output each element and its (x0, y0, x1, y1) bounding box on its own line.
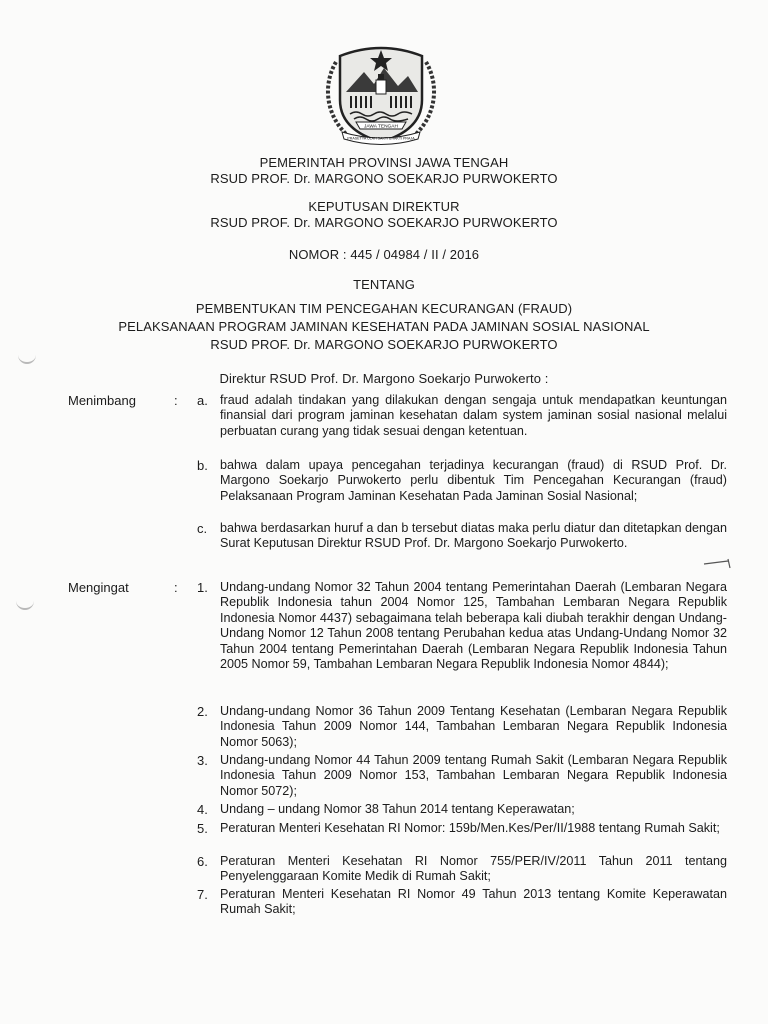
mengingat-colon: : (174, 580, 178, 595)
item-text: fraud adalah tindakan yang dilakukan dengan sengaja untuk mendapatkan keuntungan finansial dari program jaminan kesehatan dalam system jaminan sosial nasional melalui perbuatan curang yang tidak sesuai dengan ketentuan. (220, 393, 727, 438)
item-marker: 6. (197, 854, 208, 869)
item-text: Peraturan Menteri Kesehatan RI Nomor 755/PER/IV/2011 Tahun 2011 tentang Penyelenggaraan Komite Medik di Rumah Sakit; (220, 854, 727, 884)
menimbang-colon: : (174, 393, 178, 408)
subject-line-3: RSUD PROF. Dr. MARGONO SOEKARJO PURWOKERTO (210, 337, 558, 352)
item-marker: 3. (197, 753, 208, 768)
item-marker: c. (197, 521, 208, 536)
pen-tick-mark (702, 556, 736, 570)
item-text: Peraturan Menteri Kesehatan RI Nomor: 159b/Men.Kes/Per/II/1988 tentang Rumah Sakit; (220, 821, 720, 835)
item-text: Undang-undang Nomor 32 Tahun 2004 tentang Pemerintahan Daerah (Lembaran Negara Republik Indonesia tahun 2004 Nomor 125, Tambahan Lembaran Negara Republik Indonesia Nomor 4437) sebagaimana telah beberapa kali diubah terakhir dengan Undang-Undang Nomor 12 Tahun 2008 tentang Perubahan kedua atas Undang-Undang Nomor 32 Tahun 2004 tentang Pemerintahan Daerah (Lembaran Negara Republik Indonesia Tahun 2005 Nomor 59, Tambahan Lembaran Negara Republik Indonesia Nomor 4844); (220, 580, 727, 672)
menimbang-label: Menimbang (68, 393, 136, 408)
item-text: Undang-undang Nomor 44 Tahun 2009 tentang Rumah Sakit (Lembaran Negara Republik Indonesia Tahun 2009 Nomor 153, Tambahan Lembaran Negara Republik Indonesia Nomor 5072); (220, 753, 727, 798)
item-marker: 5. (197, 821, 208, 836)
punch-hole-mark (16, 598, 34, 610)
tentang-heading: TENTANG (353, 277, 415, 292)
mengingat-label: Mengingat (68, 580, 129, 595)
item-text: bahwa dalam upaya pencegahan terjadinya kecurangan (fraud) di RSUD Prof. Dr. Margono Soekarjo Purwokerto perlu dibentuk Tim Pencegahan Kecurangan (fraud) Pelaksanaan Program Jaminan Kesehatan Pada Jaminan Sosial Nasional; (220, 458, 727, 503)
item-marker: 1. (197, 580, 208, 595)
director-intro: Direktur RSUD Prof. Dr. Margono Soekarjo Purwokerto : (219, 371, 549, 386)
decree-number: NOMOR : 445 / 04984 / II / 2016 (288, 247, 480, 262)
decree-title-line-2: RSUD PROF. Dr. MARGONO SOEKARJO PURWOKERTO (210, 215, 558, 230)
item-marker: b. (197, 458, 208, 473)
item-text: Undang-undang Nomor 36 Tahun 2009 Tentang Kesehatan (Lembaran Negara Republik Indonesia Tahun 2009 Nomor 144, Tambahan Lembaran Negara Republik Indonesia Nomor 5063); (220, 704, 727, 749)
decree-title-line-1: KEPUTUSAN DIREKTUR (308, 199, 460, 214)
issuer-line-1: PEMERINTAH PROVINSI JAWA TENGAH (259, 155, 509, 170)
item-text: bahwa berdasarkan huruf a dan b tersebut diatas maka perlu diatur dan ditetapkan dengan Surat Keputusan Direktur RSUD Prof. Dr. Margono Soekarjo Purwokerto. (220, 521, 727, 551)
item-text: Peraturan Menteri Kesehatan RI Nomor 49 Tahun 2013 tentang Komite Keperawatan Rumah Sakit; (220, 887, 727, 917)
subject-line-1: PEMBENTUKAN TIM PENCEGAHAN KECURANGAN (FRAUD) (195, 301, 573, 316)
subject-line-2: PELAKSANAAN PROGRAM JAMINAN KESEHATAN PADA JAMINAN SOSIAL NASIONAL (118, 319, 650, 334)
punch-hole-mark (18, 352, 36, 364)
item-text: Undang – undang Nomor 38 Tahun 2014 tentang Keperawatan; (220, 802, 575, 816)
item-marker: a. (197, 393, 208, 408)
emblem-motto-text: PRASETYA ULAH SAKTI BHAKTI PRAJA (347, 136, 415, 141)
emblem-banner-text: JAWA TENGAH (364, 124, 398, 130)
issuer-line-2: RSUD PROF. Dr. MARGONO SOEKARJO PURWOKERTO (210, 171, 558, 186)
item-marker: 7. (197, 887, 208, 902)
item-marker: 4. (197, 802, 208, 817)
coat-of-arms-emblem (318, 42, 444, 152)
item-marker: 2. (197, 704, 208, 719)
